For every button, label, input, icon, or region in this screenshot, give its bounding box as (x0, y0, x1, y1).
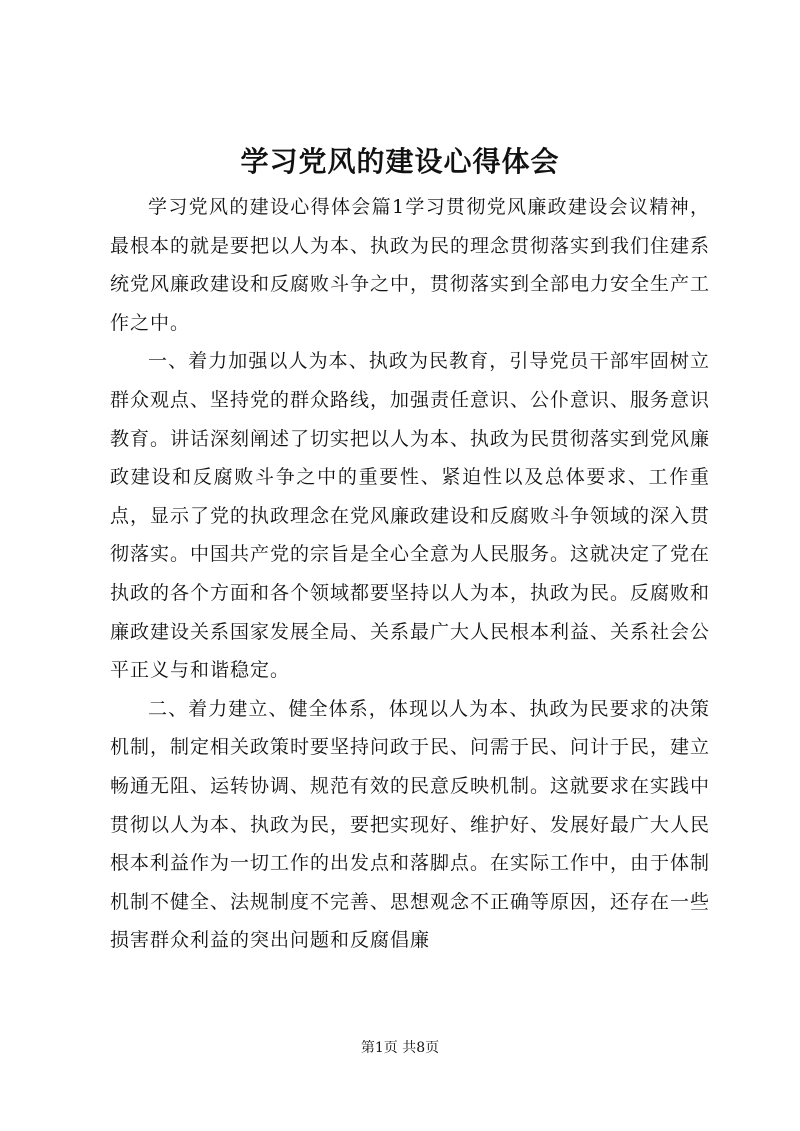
paragraph-section-two: 二、着力建立、健全体系，体现以人为本、执政为民要求的决策机制，制定相关政策时要坚持问政于民、问需于民、问计于民，建立畅通无阻、运转协调、规范有效的民意反映机制。这就要求在实践中贯彻以人为本、执政为民，要把实现好、维护好、发展好最广大人民根本利益作为一切工作的出发点和落脚点。在实际工作中，由于体制机制不健全、法规制度不完善、思想观念不正确等原因，还存在一些损害群众利益的突出问题和反腐倡廉 (110, 697, 711, 952)
document-body (110, 188, 710, 960)
paragraph-section-one: 一、着力加强以人为本、执政为民教育，引导党员干部牢固树立群众观点、坚持党的群众路线，加强责任意识、公仆意识、服务意识教育。讲话深刻阐述了切实把以人为本、执政为民贯彻落实到党风廉政建设和反腐败斗争之中的重要性、紧迫性以及总体要求、工作重点，显示了党的执政理念在党风廉政建设和反腐败斗争领域的深入贯彻落实。中国共产党的宗旨是全心全意为人民服务。这就决定了党在执政的各个方面和各个领域都要坚持以人为本，执政为民。反腐败和廉政建设关系国家发展全局、关系最广大人民根本利益、关系社会公平正义与和谐稳定。 (110, 350, 711, 682)
page-number-footer: 第1页 共8页 (360, 1040, 440, 1056)
document-title: 学习党风的建设心得体会 (240, 145, 560, 178)
paragraph-intro: 学习党风的建设心得体会篇1学习贯彻党风廉政建设会议精神，最根本的就是要把以人为本、执政为民的理念贯彻落实到我们住建系统党风廉政建设和反腐败斗争之中，贯彻落实到全部电力安全生产工作之中。 (110, 196, 711, 334)
